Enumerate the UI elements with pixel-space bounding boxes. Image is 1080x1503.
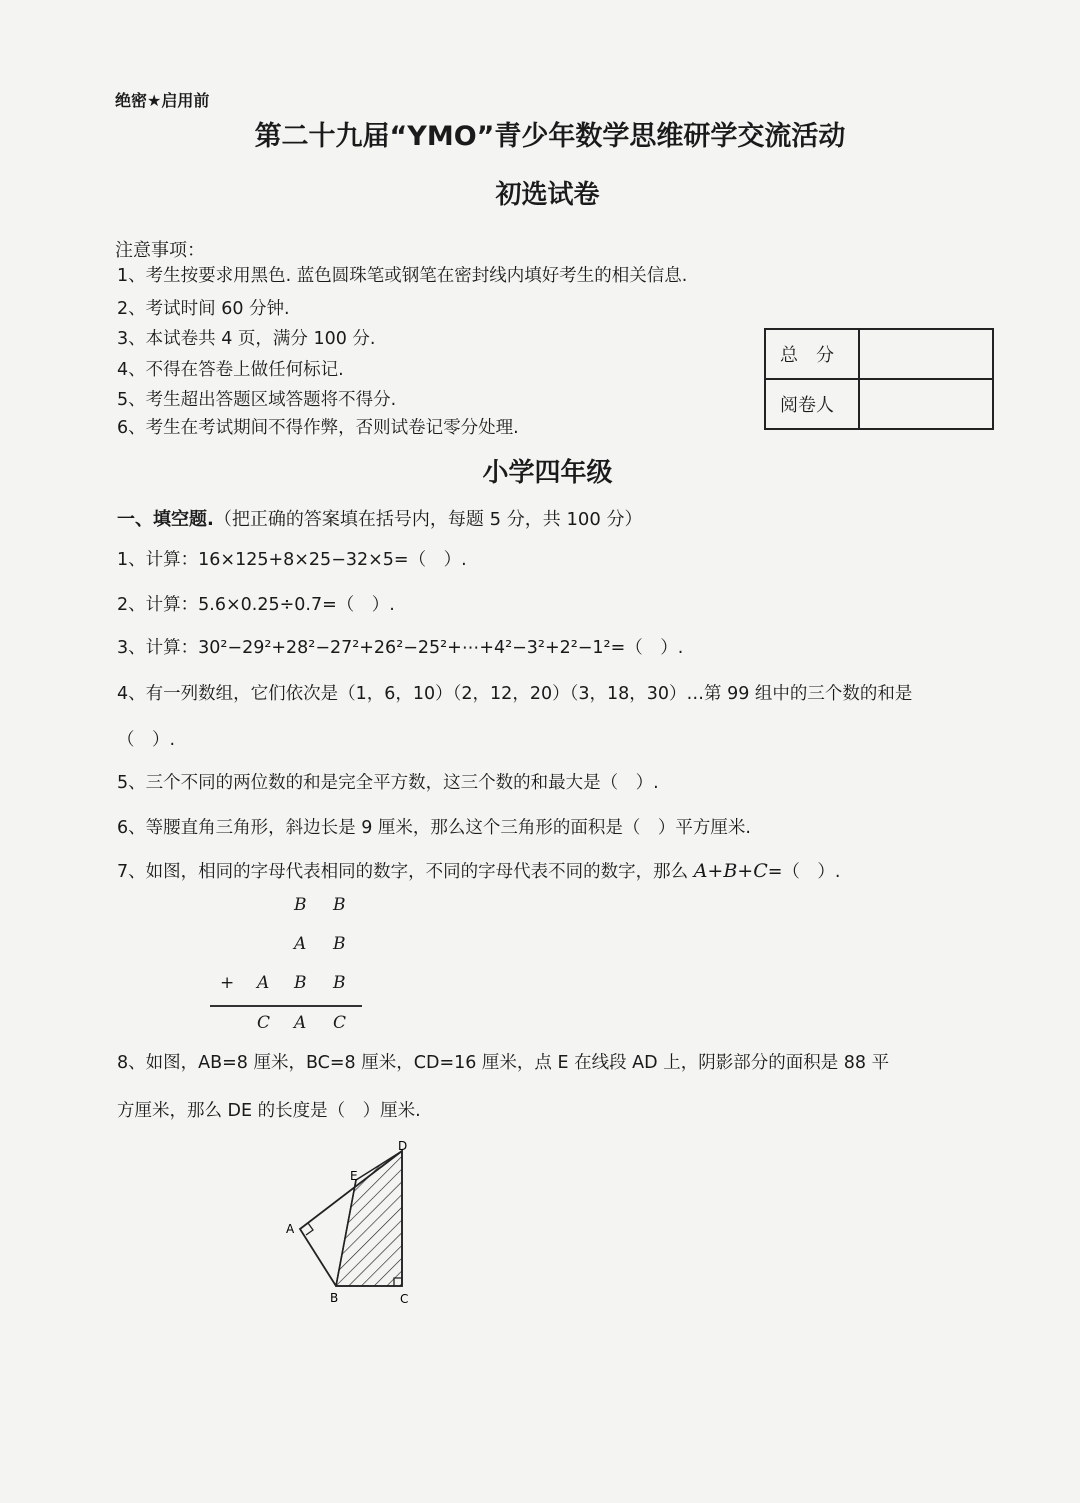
- secret-mark: 绝密★启用前: [115, 91, 210, 110]
- puzzle-digit: B: [294, 895, 307, 915]
- question-8-line-1: 8、如图，AB=8 厘米，BC=8 厘米，CD=16 厘米，点 E 在线段 AD 上，阴影部分的面积是 88 平: [117, 1053, 890, 1073]
- puzzle-plus-sign: +: [220, 973, 235, 993]
- grade-heading: 小学四年级: [482, 458, 613, 488]
- score-table: [764, 328, 994, 430]
- puzzle-result-digit: C: [333, 1013, 347, 1033]
- grader-label: 阅卷人: [765, 379, 859, 429]
- puzzle-result-digit: A: [294, 1013, 307, 1033]
- notes-heading: 注意事项：: [115, 240, 205, 261]
- note-item: 3、本试卷共 4 页，满分 100 分.: [117, 329, 376, 349]
- quadrilateral-figure: [270, 1135, 430, 1310]
- puzzle-digit: B: [333, 973, 346, 993]
- total-score-field[interactable]: [859, 329, 993, 379]
- note-item: 5、考生超出答题区域答题将不得分.: [117, 390, 397, 410]
- section-instructions: （把正确的答案填在括号内，每题 5 分，共 100 分）: [213, 509, 643, 530]
- puzzle-digit: B: [294, 973, 307, 993]
- question-7-suffix: =（ ）.: [767, 862, 841, 882]
- question-1: 1、计算：16×125+8×25−32×5=（ ）.: [117, 550, 467, 570]
- question-4-line-2: （ ）.: [117, 730, 176, 750]
- section-heading: [117, 505, 643, 531]
- question-3-prefix: 3、计算：: [117, 638, 199, 658]
- question-8-line-2: 方厘米，那么 DE 的长度是（ ）厘米.: [117, 1101, 421, 1121]
- point-label-b: B: [330, 1291, 339, 1305]
- point-label-c: C: [400, 1292, 409, 1306]
- total-score-label: 总 分: [765, 329, 859, 379]
- right-angle-mark-a: [306, 1223, 313, 1235]
- question-2: 2、计算：5.6×0.25÷0.7=（ ）.: [117, 595, 395, 615]
- exam-subtitle: 初选试卷: [495, 180, 600, 210]
- puzzle-digit: A: [257, 973, 270, 993]
- question-3: [117, 634, 683, 659]
- point-label-d: D: [398, 1139, 408, 1153]
- grader-field[interactable]: [859, 379, 993, 429]
- note-item: 6、考生在考试期间不得作弊，否则试卷记零分处理.: [117, 418, 519, 438]
- puzzle-sum-line: [210, 1005, 362, 1007]
- question-3-expression: 30²−29²+28²−27²+26²−25²+⋯+4²−3²+2²−1²=（ ）.: [198, 638, 684, 658]
- puzzle-result-digit: C: [257, 1013, 271, 1033]
- note-item: 1、考生按要求用黑色. 蓝色圆珠笔或钢笔在密封线内填好考生的相关信息.: [117, 266, 688, 286]
- question-4-line-1: 4、有一列数组，它们依次是（1，6，10）（2，12，20）（3，18，30）…第 99 组中的三个数的和是: [117, 684, 913, 704]
- note-item: 4、不得在答卷上做任何标记.: [117, 360, 344, 380]
- exam-title: 第二十九届“YMO”青少年数学思维研学交流活动: [254, 121, 846, 152]
- puzzle-digit: B: [333, 895, 346, 915]
- question-6: 6、等腰直角三角形，斜边长是 9 厘米，那么这个三角形的面积是（ ）平方厘米.: [117, 818, 751, 838]
- question-7-prefix: 7、如图，相同的字母代表相同的数字，不同的字母代表不同的数字，那么: [117, 862, 694, 882]
- question-7-expression: A+B+C: [693, 860, 768, 882]
- point-label-a: A: [286, 1222, 295, 1236]
- question-5: 5、三个不同的两位数的和是完全平方数，这三个数的和最大是（ ）.: [117, 773, 659, 793]
- point-label-e: E: [350, 1169, 358, 1183]
- note-item: 2、考试时间 60 分钟.: [117, 299, 290, 319]
- puzzle-digit: B: [333, 934, 346, 954]
- question-7: [117, 858, 841, 883]
- shaded-triangle: [336, 1151, 402, 1286]
- puzzle-digit: A: [294, 934, 307, 954]
- section-title: 一、填空题.: [117, 509, 214, 530]
